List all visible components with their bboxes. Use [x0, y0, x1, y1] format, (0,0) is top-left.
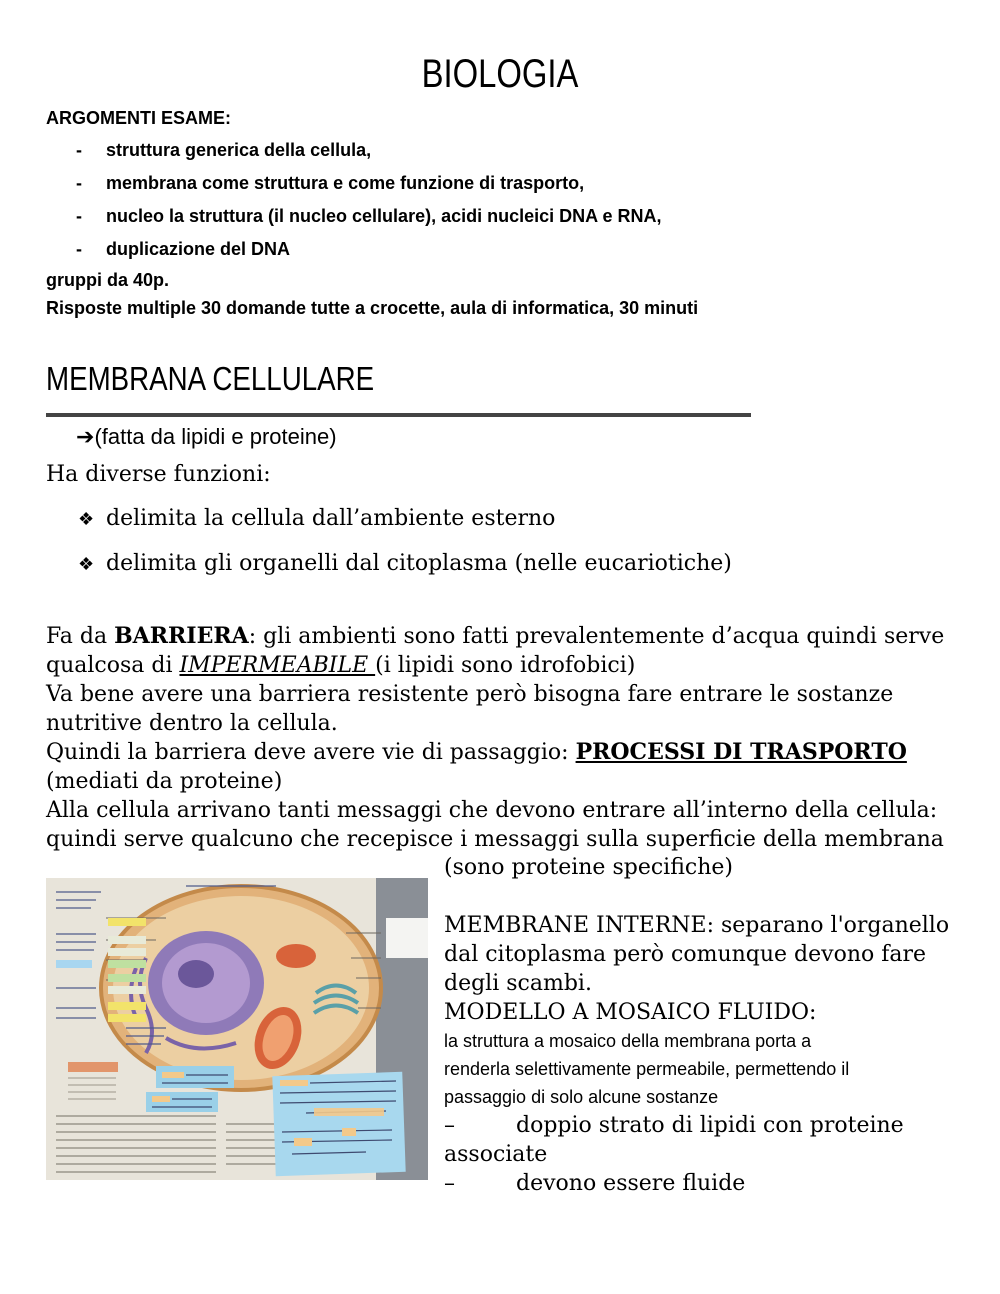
cell-diagram-photo — [46, 878, 428, 1180]
exam-topic-item: - duplicazione del DNA — [76, 239, 291, 259]
arrow-icon: ➔ — [76, 424, 95, 449]
exam-topics-list — [46, 140, 661, 272]
diamond-bullet-icon: ❖ — [78, 509, 95, 530]
exam-topic-item: - membrana come struttura e come funzione di trasporto, — [76, 173, 585, 193]
diamond-bullet-icon: ❖ — [78, 554, 95, 575]
functions-intro: Ha diverse funzioni: — [46, 462, 271, 487]
section-divider — [46, 413, 751, 417]
exam-topics-heading: ARGOMENTI ESAME: — [46, 108, 232, 128]
model-title: MODELLO A MOSAICO FLUIDO: — [444, 1000, 817, 1025]
composition-line — [76, 424, 337, 450]
composition-text: (fatta da lipidi e proteine) — [94, 424, 337, 449]
document-title: BIOLOGIA — [421, 52, 579, 96]
function-item: ❖ delimita la cellula dall’ambiente esterno — [78, 506, 556, 531]
exam-topic-item: - nucleo la struttura (il nucleo cellulare), acidi nucleici DNA e RNA, — [76, 206, 662, 226]
barrier-paragraph: Fa da BARRIERA: gli ambienti sono fatti prevalentemente d’acqua quindi serve qualcosa di IMPERMEABILE (i lipidi sono idrofobici) Va bene avere una barriera resistente però bisogna fare entrare le sostanze nutritive dentro la cellula. Quindi la barriera deve avere vie di passaggio: PROCESSI DI TRASPORTO (mediati da proteine) Alla cellula arrivano tanti messaggi che devono entrare all’interno della cellula: quindi serve qualcuno che recepisce i messaggi sulla superficie della membrana — [46, 623, 945, 852]
exam-format: Risposte multiple 30 domande tutte a crocette, aula di informatica, 30 minuti — [46, 298, 699, 318]
section-title-membrane: MEMBRANA CELLULARE — [46, 360, 375, 397]
exam-groups: gruppi da 40p. — [46, 270, 170, 290]
internal-membranes-column: (sono proteine specifiche) MEMBRANE INTERNE: separano l'organello dal citoplasma però comunque devono fare degli scambi. MODELLO A MOSAICO FLUIDO: la struttura a mosaico della membrana porta a renderla selettivamente permeabile, permettendo il passaggio di solo alcune sostanze – doppio strato di lipidi con proteine associate – devono essere fluide — [444, 853, 964, 1198]
exam-topic-item: - struttura generica della cellula, — [76, 140, 372, 160]
function-item: ❖ delimita gli organelli dal citoplasma (nelle eucariotiche) — [78, 551, 732, 576]
